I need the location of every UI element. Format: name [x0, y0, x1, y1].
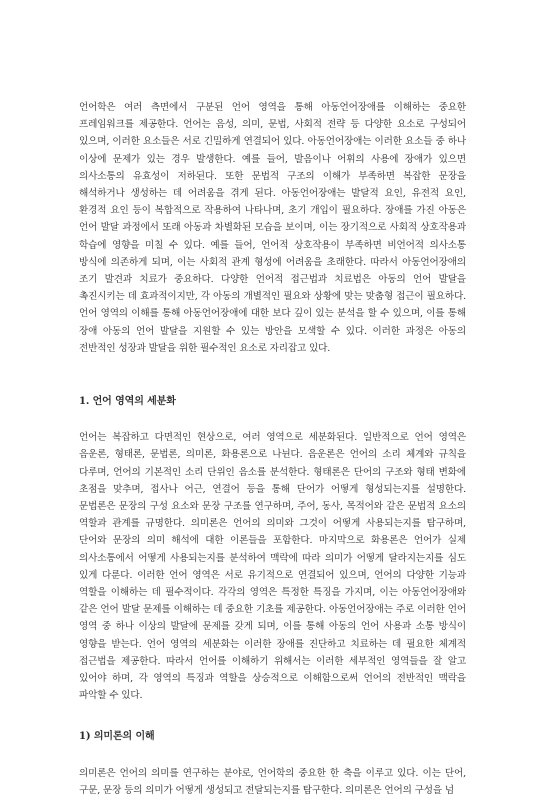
spacer	[79, 357, 466, 393]
spacer	[79, 745, 466, 765]
subsection-heading: 1) 의미론의 이해	[79, 730, 155, 742]
document-body	[79, 99, 466, 799]
subsection-paragraph: 의미론은 언어의 의미를 연구하는 분야로, 언어학의 중요한 한 축을 이루고 있다. 이는 단어, 구문, 문장 등의 의미가 어떻게 생성되고 전달되는지를 탐구한다. 의미론은 언어의 구성을 넘	[79, 767, 466, 796]
section-heading: 1. 언어 영역의 세분화	[79, 396, 176, 408]
intro-paragraph: 언어학은 여러 측면에서 구분된 언어 영역을 통해 아동언어장애를 이해하는 중요한 프레임워크를 제공한다. 언어는 음성, 의미, 문법, 사회적 전략 등 다양한 요소로 구성되어 있으며, 이러한 요소들은 서로 긴밀하게 연결되어 있다. 아동언어장애는 이러한 요소들 중 하나 이상에 문제가 있는 경우 발생한다. 예를 들어, 발음이나 어휘의 사용에 장애가 있으면 의사소통의 유효성이 저하된다. 또한 문법적 구조의 이해가 부족하면 복잡한 문장을 해석하거나 생성하는 데 어려움을 겪게 된다. 아동언어장애는 발달적 요인, 유전적 요인, 환경적 요인 등이 복합적으로 작용하여 나타나며, 초기 개입이 필요하다. 장애를 가진 아동은 언어 발달 과정에서 또래 아동과 차별화된 모습을 보이며, 이는 장기적으로 사회적 상호작용과 학습에 영향을 미칠 수 있다. 예를 들어, 언어적 상호작용이 부족하면 비언어적 의사소통 방식에 의존하게 되며, 이는 사회적 관계 형성에 어려움을 초래한다. 따라서 아동언어장애의 조기 발견과 치료가 중요하다. 다양한 언어적 접근법과 치료법은 아동의 언어 발달을 촉진시키는 데 효과적이지만, 각 아동의 개별적인 필요와 상황에 맞는 맞춤형 접근이 필요하다. 언어 영역의 이해를 통해 아동언어장애에 대한 보다 깊이 있는 분석을 할 수 있으며, 이를 통해 장애 아동의 언어 발달을 지원할 수 있는 방안을 모색할 수 있다. 이러한 과정은 아동의 전반적인 성장과 발달을 위한 필수적인 요소로 자리잡고 있다.	[79, 102, 466, 354]
spacer	[79, 705, 466, 728]
spacer	[79, 410, 466, 429]
section-paragraph: 언어는 복잡하고 다면적인 현상으로, 여러 영역으로 세분화된다. 일반적으로 언어 영역은 음운론, 형태론, 문법론, 의미론, 화용론으로 나뉜다. 음운론은 언어의 소리 체계와 규칙을 다루며, 언어의 기본적인 소리 단위인 음소를 분석한다. 형태론은 단어의 구조와 형태 변화에 초점을 맞추며, 접사나 어근, 연결어 등을 통해 단어가 어떻게 형성되는지를 설명한다. 문법론은 문장의 구성 요소와 문장 구조를 연구하며, 주어, 동사, 목적어와 같은 문법적 요소의 역할과 관계를 규명한다. 의미론은 언어의 의미와 그것이 어떻게 사용되는지를 탐구하며, 단어와 문장의 의미 해석에 대한 이론들을 포함한다. 마지막으로 화용론은 언어가 실제 의사소통에서 어떻게 사용되는지를 분석하여 맥락에 따라 의미가 어떻게 달라지는지를 심도 있게 다룬다. 이러한 언어 영역은 서로 유기적으로 연결되어 있으며, 언어의 다양한 기능과 역할을 이해하는 데 필수적이다. 각각의 영역은 특정한 특징을 가지며, 이는 아동언어장애와 같은 언어 발달 문제를 이해하는 데 중요한 기초를 제공한다. 아동언어장애는 주로 이러한 언어 영역 중 하나 이상의 발달에 문제를 갖게 되며, 이를 통해 아동의 언어 사용과 소통 방식이 영향을 받는다. 언어 영역의 세분화는 이러한 장애를 진단하고 치료하는 데 필요한 체계적 접근법을 제공한다. 따라서 언어를 이해하기 위해서는 이러한 세부적인 영역들을 잘 알고 있어야 하며, 각 영역의 특징과 역할을 상승적으로 이해함으로써 언어의 전반적인 맥락을 파악할 수 있다.	[79, 432, 466, 702]
